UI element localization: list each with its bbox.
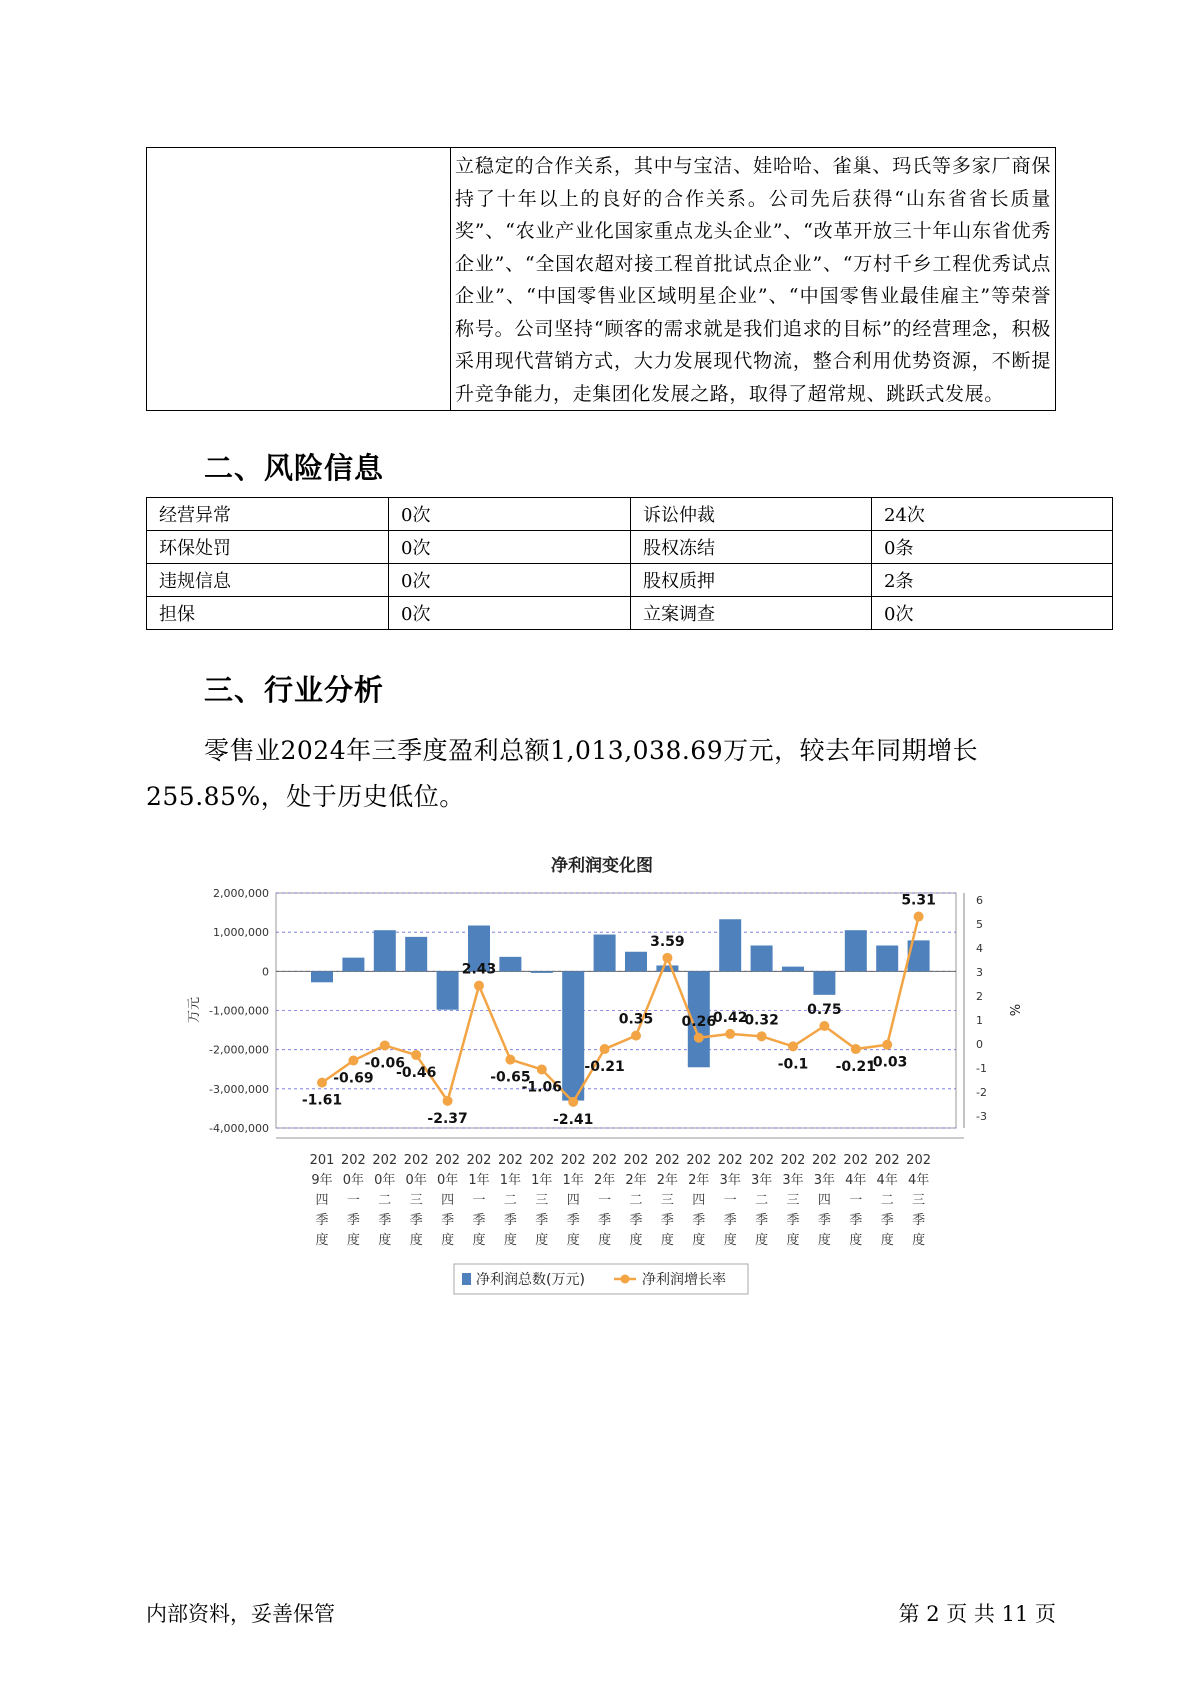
y-tick-label: -3,000,000	[209, 1082, 269, 1096]
bar	[656, 965, 678, 971]
bar	[342, 958, 364, 972]
bar	[876, 945, 898, 971]
growth-data-label: 3.59	[650, 933, 685, 950]
risk-row	[147, 597, 1113, 630]
bar	[845, 930, 867, 971]
growth-data-label: -0.03	[867, 1054, 908, 1071]
y2-tick-label: 4	[976, 942, 983, 955]
risk-item-label: 担保	[147, 597, 389, 630]
bar	[625, 952, 647, 972]
risk-item-value: 0次	[872, 597, 1113, 630]
risk-row	[147, 531, 1113, 564]
x-tick-label: 202 3年三季度	[780, 1153, 806, 1248]
risk-heading: 二、风险信息	[204, 451, 385, 485]
growth-point	[600, 1044, 610, 1054]
growth-point	[505, 1055, 515, 1065]
y2-tick-label: -1	[976, 1062, 987, 1075]
bar	[594, 935, 616, 972]
growth-data-label: -0.06	[364, 1055, 405, 1072]
y2-tick-label: 3	[976, 966, 983, 979]
risk-item-value: 2条	[872, 564, 1113, 597]
growth-point	[914, 912, 924, 922]
growth-data-label: 0.42	[712, 1009, 748, 1026]
footer-confidential: 内部资料，妥善保管	[146, 1602, 335, 1626]
growth-data-label: -2.41	[553, 1111, 594, 1128]
growth-data-label: -0.21	[584, 1059, 625, 1076]
x-tick-label: 202 4年一季度	[843, 1153, 869, 1248]
bar	[405, 937, 427, 971]
y2-tick-label: 1	[976, 1014, 983, 1027]
intro-label-cell	[147, 148, 451, 411]
growth-point	[411, 1050, 421, 1060]
bar	[813, 971, 835, 995]
y2-axis-title: %	[1006, 1003, 1021, 1017]
growth-data-label: -0.69	[333, 1070, 374, 1087]
risk-item-value: 0次	[389, 564, 631, 597]
y-tick-label: 1,000,000	[213, 926, 269, 940]
y2-tick-label: 0	[976, 1038, 983, 1051]
bar	[782, 967, 804, 972]
x-tick-label: 202 3年一季度	[717, 1153, 743, 1248]
growth-point	[757, 1031, 767, 1041]
growth-data-label: -0.1	[777, 1056, 809, 1073]
footer-page-number: 第 2 页 共 11 页	[898, 1602, 1056, 1626]
bar	[374, 930, 396, 971]
x-tick-label: 202 3年四季度	[811, 1153, 837, 1248]
growth-data-label: 0.26	[681, 1013, 717, 1030]
bar	[531, 971, 553, 973]
y-tick-label: -4,000,000	[209, 1122, 269, 1135]
growth-data-label: -0.65	[490, 1069, 531, 1086]
growth-point	[348, 1056, 358, 1066]
growth-point	[568, 1097, 578, 1107]
industry-heading: 三、行业分析	[204, 673, 385, 707]
growth-data-label: -0.46	[396, 1065, 437, 1082]
x-tick-label: 202 1年四季度	[560, 1153, 586, 1248]
x-tick-label: 202 1年二季度	[497, 1153, 523, 1248]
y2-tick-label: 6	[976, 894, 983, 907]
risk-item-label: 经营异常	[147, 498, 389, 531]
growth-point	[725, 1029, 735, 1039]
risk-item-label: 股权质押	[631, 564, 872, 597]
y2-tick-label: -3	[976, 1110, 987, 1123]
growth-point	[694, 1033, 704, 1043]
growth-point	[662, 953, 672, 963]
y-tick-label: 2,000,000	[213, 887, 269, 900]
growth-point	[317, 1078, 327, 1088]
growth-point	[631, 1031, 641, 1041]
risk-item-value: 0次	[389, 531, 631, 564]
risk-info-table	[146, 497, 1113, 630]
net-profit-chart	[180, 840, 1021, 1300]
growth-point	[851, 1044, 861, 1054]
risk-row	[147, 498, 1113, 531]
growth-data-label: 0.35	[618, 1011, 654, 1028]
risk-item-value: 0次	[389, 498, 631, 531]
legend-bar-swatch	[462, 1273, 471, 1285]
bar	[751, 945, 773, 971]
legend-line-marker	[621, 1275, 630, 1284]
x-tick-label: 202 0年三季度	[403, 1153, 429, 1248]
growth-data-label: 2.43	[461, 961, 497, 978]
growth-point	[474, 981, 484, 991]
x-tick-label: 202 0年一季度	[340, 1153, 366, 1248]
legend-bar-label: 净利润总数(万元)	[476, 1272, 585, 1288]
x-tick-label: 202 4年三季度	[906, 1153, 932, 1248]
x-tick-label: 202 2年四季度	[686, 1153, 712, 1248]
chart-title: 净利润变化图	[551, 856, 653, 876]
bar	[499, 957, 521, 971]
x-tick-label: 202 2年三季度	[654, 1153, 680, 1248]
y-tick-label: -2,000,000	[209, 1043, 269, 1057]
industry-analysis-text: 零售业2024年三季度盈利总额1,013,038.69万元，较去年同期增长255.85%，处于历史低位。	[146, 736, 979, 811]
x-tick-label: 202 2年一季度	[592, 1153, 618, 1248]
growth-data-label: -0.21	[835, 1059, 876, 1076]
x-tick-label: 201 9年四季度	[309, 1153, 335, 1248]
risk-item-label: 立案调查	[631, 597, 872, 630]
risk-item-label: 违规信息	[147, 564, 389, 597]
risk-item-value: 0条	[872, 531, 1113, 564]
growth-point	[380, 1040, 390, 1050]
x-tick-label: 202 3年二季度	[749, 1153, 775, 1248]
growth-data-label: 0.32	[744, 1012, 779, 1029]
y-tick-label: -1,000,000	[209, 1004, 269, 1018]
growth-data-label: -1.06	[521, 1079, 562, 1096]
growth-data-label: 5.31	[901, 892, 936, 909]
growth-data-label: 0.75	[807, 1002, 842, 1018]
risk-item-value: 0次	[389, 597, 631, 630]
growth-data-label: -2.37	[427, 1110, 468, 1127]
growth-point	[882, 1040, 892, 1050]
intro-content-cell	[451, 148, 1056, 411]
growth-point	[443, 1096, 453, 1106]
growth-data-label: -1.61	[301, 1092, 343, 1109]
growth-point	[788, 1041, 798, 1051]
bar	[311, 971, 333, 982]
y2-tick-label: 5	[976, 918, 983, 931]
legend-line-label: 净利润增长率	[642, 1272, 726, 1288]
chart-svg	[180, 840, 1021, 1300]
company-intro-text: 立稳定的合作关系，其中与宝洁、娃哈哈、雀巢、玛氏等多家厂商保持了十年以上的良好的合作关系。公司先后获得“山东省省长质量奖”、“农业产业化国家重点龙头企业”、“改革开放三十年山东省优秀企业”、“全国农超对接工程首批试点企业”、“万村千乡工程优秀试点企业”、“中国零售业区域明星企业”、“中国零售业最佳雇主”等荣誉称号。公司坚持“顾客的需求就是我们追求的目标”的经营理念，积极采用现代营销方式，大力发展现代物流，整合利用优势资源，不断提升竞争能力，走集团化发展之路，取得了超常规、跳跃式发展。	[455, 155, 1051, 405]
x-tick-label: 202 0年二季度	[372, 1153, 398, 1248]
risk-row	[147, 564, 1113, 597]
x-tick-label: 202 1年三季度	[529, 1153, 555, 1248]
risk-item-label: 诉讼仲裁	[631, 498, 872, 531]
x-tick-label: 202 4年二季度	[874, 1153, 900, 1248]
risk-item-label: 环保处罚	[147, 531, 389, 564]
x-tick-label: 202 0年四季度	[435, 1153, 461, 1248]
y-tick-label: 0	[262, 965, 269, 979]
company-intro-table	[146, 147, 1056, 411]
bar	[719, 919, 741, 971]
y2-tick-label: 2	[976, 990, 983, 1003]
y2-tick-label: -2	[976, 1086, 987, 1099]
x-tick-label: 202 2年二季度	[623, 1153, 649, 1248]
growth-point	[819, 1021, 829, 1031]
growth-point	[537, 1064, 547, 1074]
x-tick-label: 202 1年一季度	[466, 1153, 492, 1248]
bar	[437, 971, 459, 1009]
risk-item-value: 24次	[872, 498, 1113, 531]
y-axis-title: 万元	[187, 996, 202, 1024]
bar	[562, 971, 584, 1100]
risk-item-label: 股权冻结	[631, 531, 872, 564]
